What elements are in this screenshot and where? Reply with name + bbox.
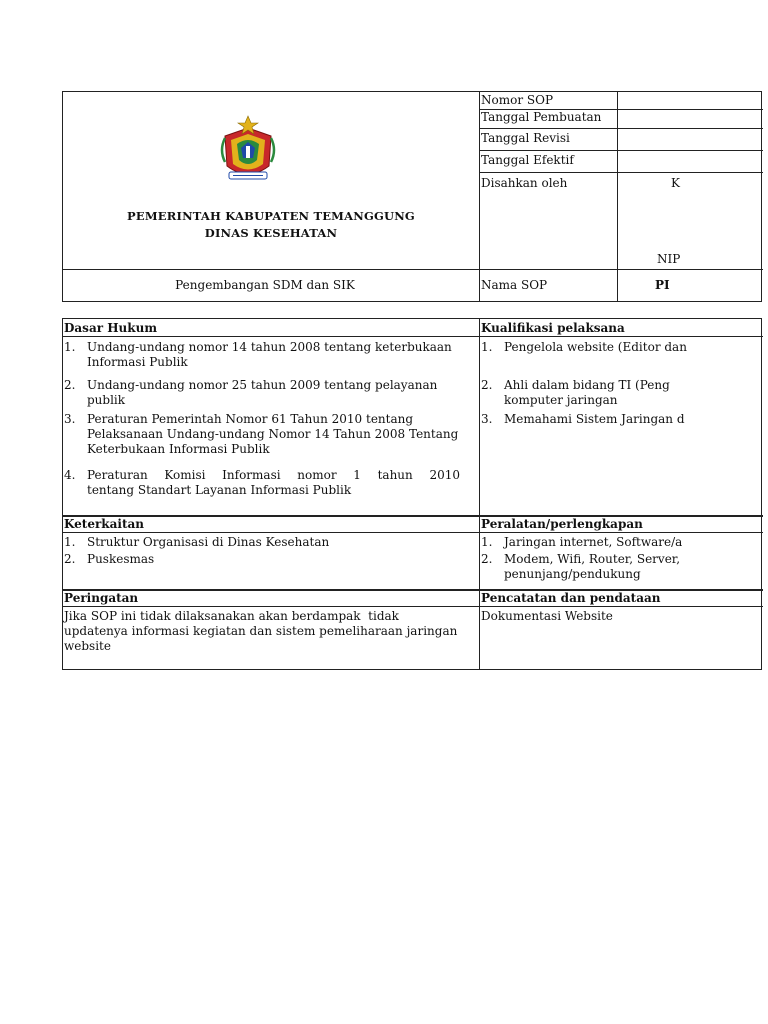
item-number: 2. [64, 552, 76, 566]
item-text: Undang-undang nomor 25 tahun 2009 tentang pelayanan [87, 378, 438, 392]
field-label-nama-sop: Nama SOP [481, 278, 548, 292]
divider [63, 532, 763, 533]
item-text: Pengelola website (Editor dan [504, 340, 687, 354]
item-text: publik [87, 393, 126, 407]
sop-header-table [62, 91, 762, 302]
divider [63, 269, 763, 270]
item-text: Informasi Publik [87, 355, 188, 369]
warning-line: Jika SOP ini tidak dilaksanakan akan berdampak tidak [64, 609, 399, 623]
field-label-tanggal-pembuatan: Tanggal Pembuatan [481, 110, 602, 124]
item-text: Peraturan Komisi Informasi nomor 1 tahun 2010 [87, 468, 460, 482]
item-number: 2. [481, 378, 493, 392]
section-title-pencatatan: Pencatatan dan pendataan [481, 591, 661, 605]
section-title-peralatan: Peralatan/perlengkapan [481, 517, 643, 531]
divider [479, 172, 763, 173]
pencatatan-text: Dokumentasi Website [481, 609, 613, 623]
item-number: 1. [481, 340, 493, 354]
item-text: Undang-undang nomor 14 tahun 2008 tentang keterbukaan [87, 340, 452, 354]
item-text: Peraturan Pemerintah Nomor 61 Tahun 2010 tentang [87, 412, 414, 426]
item-text: Puskesmas [87, 552, 155, 566]
item-number: 1. [64, 535, 76, 549]
item-number: 2. [481, 552, 493, 566]
section-title-kualifikasi: Kualifikasi pelaksana [481, 321, 625, 335]
item-number: 1. [64, 340, 76, 354]
field-label-tanggal-efektif: Tanggal Efektif [481, 153, 574, 167]
item-text: Modem, Wifi, Router, Server, [504, 552, 681, 566]
divider [479, 128, 763, 129]
field-label-disahkan-oleh: Disahkan oleh [481, 176, 568, 190]
item-number: 4. [64, 468, 76, 482]
item-text: Struktur Organisasi di Dinas Kesehatan [87, 535, 330, 549]
unit-name: Pengembangan SDM dan SIK [175, 278, 355, 292]
divider [479, 150, 763, 151]
item-text: komputer jaringan [504, 393, 618, 407]
field-value-nama-sop: PI [655, 278, 670, 292]
divider [63, 606, 763, 607]
item-text: Pelaksanaan Undang-undang Nomor 14 Tahun 2008 Tentang [87, 427, 459, 441]
section-title-peringatan: Peringatan [64, 591, 139, 605]
divider [63, 515, 763, 517]
field-label-nomor-sop: Nomor SOP [481, 93, 554, 107]
sop-detail-table [62, 318, 762, 670]
item-text: Memahami Sistem Jaringan d [504, 412, 685, 426]
divider [479, 319, 480, 669]
warning-line: website [64, 639, 111, 653]
item-number: 2. [64, 378, 76, 392]
item-text: Jaringan internet, Software/a [504, 535, 683, 549]
field-value-nip: NIP [657, 252, 681, 266]
section-title-dasar-hukum: Dasar Hukum [64, 321, 158, 335]
field-label-tanggal-revisi: Tanggal Revisi [481, 131, 570, 145]
field-value-disahkan: K [671, 176, 680, 190]
item-text: Keterbukaan Informasi Publik [87, 442, 270, 456]
item-number: 3. [481, 412, 493, 426]
item-text: tentang Standart Layanan Informasi Publik [87, 483, 352, 497]
emblem-icon [219, 114, 277, 186]
section-title-keterkaitan: Keterkaitan [64, 517, 144, 531]
org-name-line1: PEMERINTAH KABUPATEN TEMANGGUNG [127, 209, 415, 223]
divider [63, 336, 763, 337]
item-text: penunjang/pendukung [504, 567, 641, 581]
org-name-line2: DINAS KESEHATAN [204, 226, 338, 240]
warning-line: updatenya informasi kegiatan dan sistem pemeliharaan jaringan [64, 624, 458, 638]
item-number: 3. [64, 412, 76, 426]
item-number: 1. [481, 535, 493, 549]
org-header [63, 92, 479, 269]
item-text: Ahli dalam bidang TI (Peng [504, 378, 670, 392]
